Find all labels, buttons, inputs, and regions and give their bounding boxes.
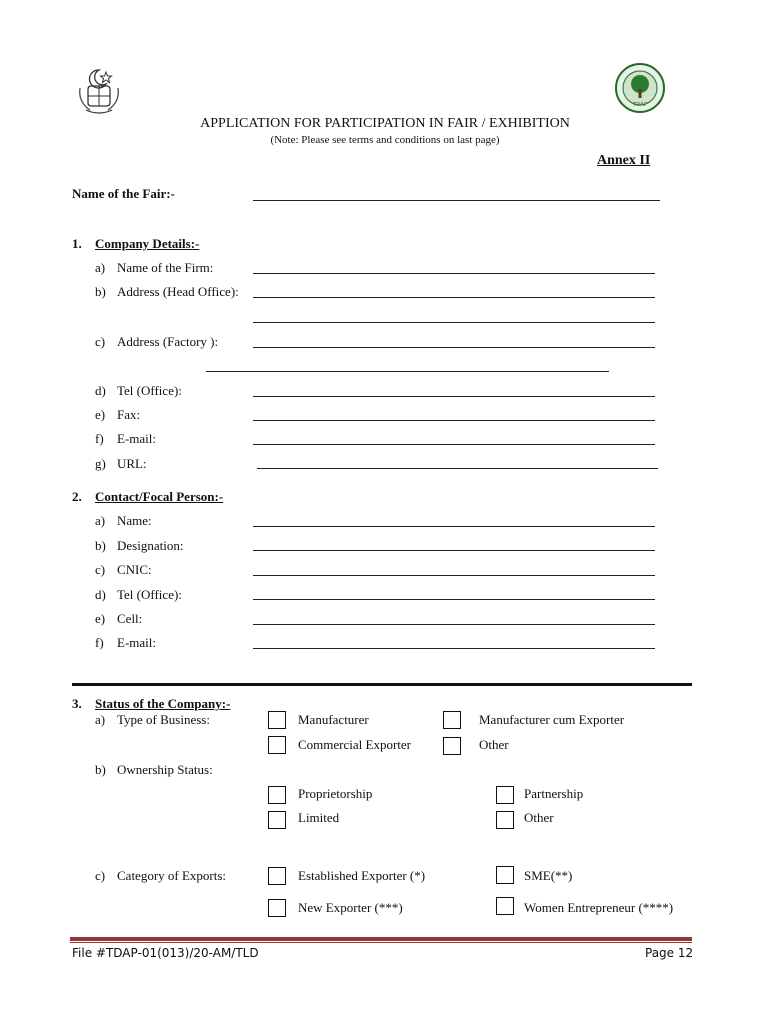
head-office-address-label: Address (Head Office): bbox=[117, 284, 239, 299]
new-exporter-checkbox[interactable] bbox=[268, 899, 286, 917]
factory-address-field[interactable] bbox=[253, 347, 655, 348]
cell-field[interactable] bbox=[253, 624, 655, 625]
established-exporter-label: Established Exporter (*) bbox=[298, 868, 426, 883]
proprietorship-label: Proprietorship bbox=[298, 786, 373, 801]
footer-rule bbox=[70, 937, 692, 941]
manufacturer-label: Manufacturer bbox=[298, 712, 369, 727]
item-letter: d) bbox=[95, 587, 106, 602]
cnic-field[interactable] bbox=[253, 575, 655, 576]
document-title: APPLICATION FOR PARTICIPATION IN FAIR / EXHIBITION bbox=[200, 116, 570, 131]
manufacturer-cum-exporter-checkbox[interactable] bbox=[443, 711, 461, 729]
item-letter: f) bbox=[95, 635, 104, 650]
business-other-checkbox[interactable] bbox=[443, 737, 461, 755]
business-other-label: Other bbox=[479, 737, 509, 752]
terms-note: (Note: Please see terms and conditions on last page) bbox=[270, 134, 500, 146]
footer-rule-thin bbox=[70, 942, 692, 943]
sme-label: SME(**) bbox=[524, 868, 573, 883]
cnic-label: CNIC: bbox=[117, 562, 152, 577]
company-status-heading: Status of the Company:- bbox=[95, 696, 231, 711]
item-letter: e) bbox=[95, 611, 106, 626]
item-letter: f) bbox=[95, 431, 104, 446]
head-office-address-field-line2[interactable] bbox=[253, 322, 655, 323]
head-office-address-field[interactable] bbox=[253, 297, 655, 298]
seal-text: TDAP bbox=[632, 102, 648, 108]
ownership-status-label: Ownership Status: bbox=[117, 762, 213, 777]
limited-label: Limited bbox=[298, 810, 340, 825]
company-email-field[interactable] bbox=[253, 444, 655, 445]
annex-label: Annex II bbox=[597, 153, 651, 168]
item-letter: b) bbox=[95, 538, 106, 553]
fax-label: Fax: bbox=[117, 407, 141, 422]
contact-email-label: E-mail: bbox=[117, 635, 156, 650]
section-divider bbox=[72, 683, 692, 686]
sme-checkbox[interactable] bbox=[496, 866, 514, 884]
item-letter: b) bbox=[95, 762, 106, 777]
item-letter: a) bbox=[95, 712, 106, 727]
item-letter: c) bbox=[95, 334, 106, 349]
item-letter: e) bbox=[95, 407, 106, 422]
page-number: Page 12 bbox=[645, 946, 694, 960]
factory-address-field-line2[interactable] bbox=[206, 371, 609, 372]
section-number: 3. bbox=[72, 696, 82, 711]
partnership-label: Partnership bbox=[524, 786, 584, 801]
item-letter: b) bbox=[95, 284, 106, 299]
designation-field[interactable] bbox=[253, 550, 655, 551]
fax-field[interactable] bbox=[253, 420, 655, 421]
women-entrepreneur-label: Women Entrepreneur (****) bbox=[524, 900, 674, 915]
contact-name-field[interactable] bbox=[253, 526, 655, 527]
fair-name-label: Name of the Fair:- bbox=[72, 186, 175, 201]
item-letter: a) bbox=[95, 513, 106, 528]
file-number: File #TDAP-01(013)/20-AM/TLD bbox=[72, 946, 259, 960]
export-category-label: Category of Exports: bbox=[117, 868, 227, 883]
contact-name-label: Name: bbox=[117, 513, 152, 528]
item-letter: c) bbox=[95, 868, 106, 883]
contact-email-field[interactable] bbox=[253, 648, 655, 649]
contact-tel-label: Tel (Office): bbox=[117, 587, 182, 602]
item-letter: d) bbox=[95, 383, 106, 398]
item-letter: a) bbox=[95, 260, 106, 275]
ownership-other-checkbox[interactable] bbox=[496, 811, 514, 829]
new-exporter-label: New Exporter (***) bbox=[298, 900, 403, 915]
pakistan-emblem-logo bbox=[76, 66, 122, 114]
url-field[interactable] bbox=[257, 468, 658, 469]
item-letter: g) bbox=[95, 456, 106, 471]
manufacturer-cum-exporter-label: Manufacturer cum Exporter bbox=[479, 712, 625, 727]
commercial-exporter-label: Commercial Exporter bbox=[298, 737, 411, 752]
partnership-checkbox[interactable] bbox=[496, 786, 514, 804]
firm-name-field[interactable] bbox=[253, 273, 655, 274]
contact-tel-field[interactable] bbox=[253, 599, 655, 600]
fair-name-field[interactable] bbox=[253, 200, 660, 201]
url-label: URL: bbox=[117, 456, 147, 471]
section-number: 2. bbox=[72, 489, 82, 504]
manufacturer-checkbox[interactable] bbox=[268, 711, 286, 729]
contact-person-heading: Contact/Focal Person:- bbox=[95, 489, 224, 504]
established-exporter-checkbox[interactable] bbox=[268, 867, 286, 885]
company-email-label: E-mail: bbox=[117, 431, 156, 446]
limited-checkbox[interactable] bbox=[268, 811, 286, 829]
designation-label: Designation: bbox=[117, 538, 184, 553]
item-letter: c) bbox=[95, 562, 106, 577]
firm-name-label: Name of the Firm: bbox=[117, 260, 214, 275]
office-tel-field[interactable] bbox=[253, 396, 655, 397]
company-details-heading: Company Details:- bbox=[95, 236, 200, 251]
ownership-other-label: Other bbox=[524, 810, 554, 825]
proprietorship-checkbox[interactable] bbox=[268, 786, 286, 804]
commercial-exporter-checkbox[interactable] bbox=[268, 736, 286, 754]
tdap-seal-logo bbox=[614, 62, 666, 114]
office-tel-label: Tel (Office): bbox=[117, 383, 182, 398]
factory-address-label: Address (Factory ): bbox=[117, 334, 219, 349]
cell-label: Cell: bbox=[117, 611, 143, 626]
women-entrepreneur-checkbox[interactable] bbox=[496, 897, 514, 915]
section-number: 1. bbox=[72, 236, 82, 251]
business-type-label: Type of Business: bbox=[117, 712, 210, 727]
